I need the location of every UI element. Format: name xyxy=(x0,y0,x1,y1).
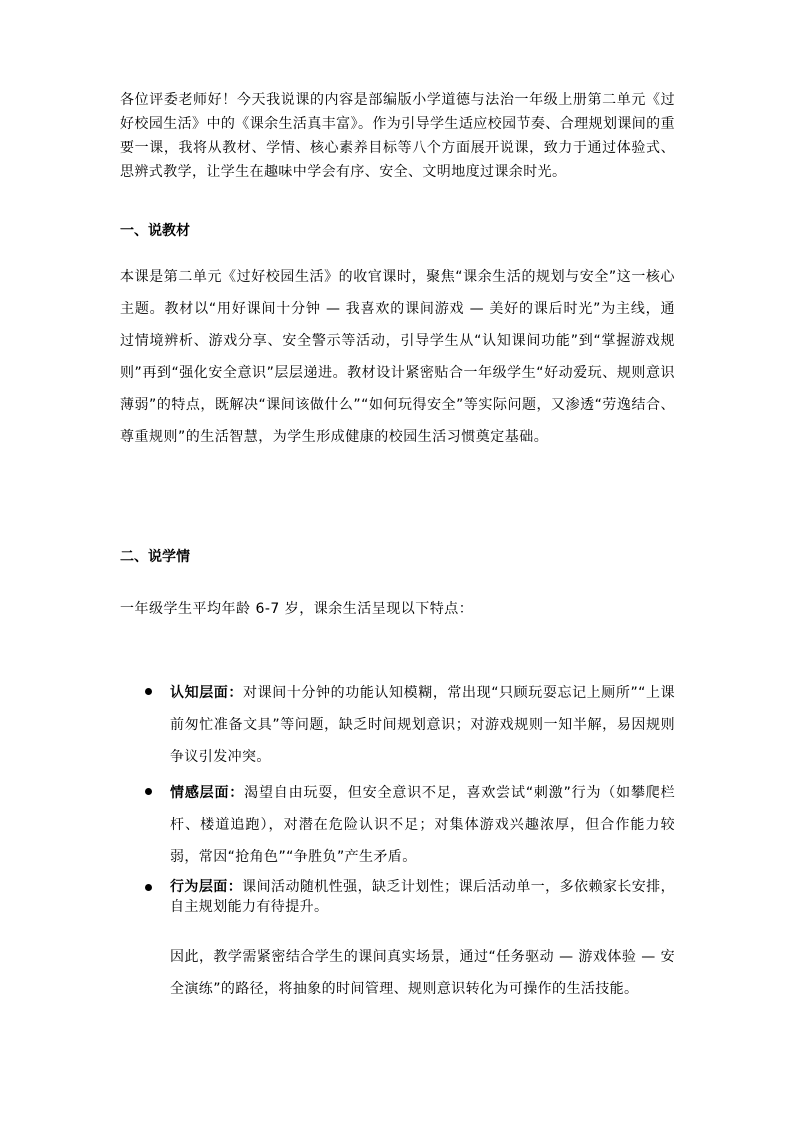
intro-paragraph: 各位评委老师好！今天我说课的内容是部编版小学道德与法治一年级上册第二单元《过好校园生活》中的《课余生活真丰富》。作为引导学生适应校园节奏、合理规划课间的重要一课，我将从教材、学情、核心素养目标等八个方面展开说课，致力于通过体验式、思辨式教学，让学生在趣味中学会有序、安全、文明地度过课余时光。 xyxy=(120,92,675,180)
list-item-text: 对课间十分钟的功能认知模糊，常出现“只顾玩耍忘记上厕所”“上课前匆忙准备文具”等问题，缺乏时间规划意识；对游戏规则一知半解，易因规则争议引发冲突。 xyxy=(170,685,675,765)
section-heading-students: 二、说学情 xyxy=(120,549,190,565)
list-item-text: 渴望自由玩耍，但安全意识不足，喜欢尝试“刺激”行为（如攀爬栏杆、楼道追跑），对潜在危险认识不足；对集体游戏兴趣浓厚，但合作能力较弱，常因“抢角色”“争胜负”产生矛盾。 xyxy=(170,785,675,865)
section-heading-textbook: 一、说教材 xyxy=(120,223,190,239)
list-item xyxy=(170,777,675,873)
list-item xyxy=(170,877,675,917)
bullet-icon xyxy=(145,688,152,695)
list-item-label: 行为层面： xyxy=(170,879,243,895)
list-item-label: 情感层面： xyxy=(170,785,245,801)
students-lead-paragraph: 一年级学生平均年龄 6-7 岁，课余生活呈现以下特点： xyxy=(120,601,474,617)
list-item-label: 认知层面： xyxy=(170,685,244,701)
bullet-icon xyxy=(145,884,152,891)
conclusion-paragraph: 因此，教学需紧密结合学生的课间真实场景，通过“任务驱动 — 游戏体验 — 安全演练”的路径，将抽象的时间管理、规则意识转化为可操作的生活技能。 xyxy=(170,949,675,997)
list-item xyxy=(170,677,675,773)
list-item-text: 课间活动随机性强，缺乏计划性；课后活动单一，多依赖家长安排，自主规划能力有待提升。 xyxy=(170,879,676,915)
bullet-icon xyxy=(145,788,152,795)
textbook-paragraph: 本课是第二单元《过好校园生活》的收官课时，聚焦“课余生活的规划与安全”这一核心主题。教材以“用好课间十分钟 — 我喜欢的课间游戏 — 美好的课后时光”为主线，通过情境辨析、游戏分享、安全警示等活动，引导学生从“认知课间功能”到“掌握游戏规则”再到“强化安全意识”层层递进。教材设计紧密贴合一年级学生“好动爱玩、规则意识薄弱”的特点，既解决“课间该做什么”“如何玩得安全”等实际问题，又渗透“劳逸结合、尊重规则”的生活智慧，为学生形成健康的校园生活习惯奠定基础。 xyxy=(120,269,675,445)
